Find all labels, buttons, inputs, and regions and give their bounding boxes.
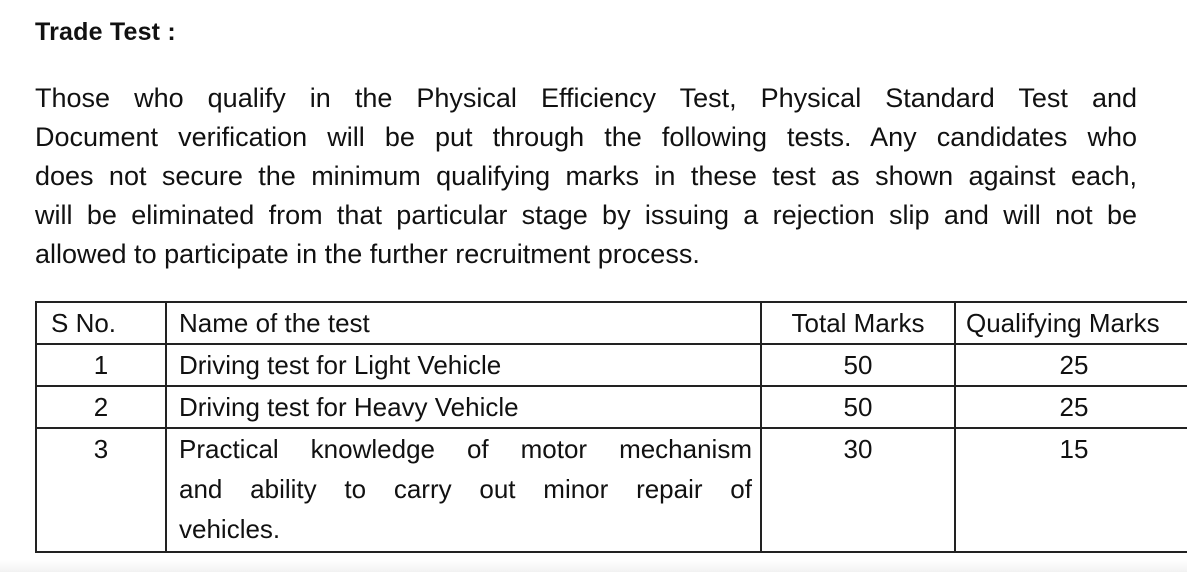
test-name-line: Driving test for Heavy Vehicle — [179, 392, 519, 422]
cell-test-name — [166, 428, 761, 552]
test-name-line: Driving test for Light Vehicle — [179, 350, 502, 380]
paragraph-line: Those who qualify in the Physical Efficiency Test, Physical Standard Test and — [35, 83, 1137, 113]
header-total-marks: Total Marks — [761, 302, 955, 344]
test-name-line: vehicles. — [179, 514, 281, 544]
header-sno: S No. — [36, 302, 166, 344]
cell-sno: 1 — [36, 344, 166, 386]
table-row — [36, 386, 1187, 428]
header-qualifying-marks: Qualifying Marks — [955, 302, 1187, 344]
test-name-line: and ability to carry out minor repair of — [179, 474, 752, 504]
paragraph-line: will be eliminated from that particular stage by issuing a rejection slip and will not be — [35, 200, 1137, 230]
intro-paragraph — [35, 79, 1137, 274]
cell-total-marks: 50 — [761, 386, 955, 428]
header-name: Name of the test — [166, 302, 761, 344]
section-heading: Trade Test : — [35, 18, 176, 46]
trade-test-table — [35, 301, 1187, 553]
cell-qualifying-marks: 25 — [955, 386, 1187, 428]
table-row — [36, 344, 1187, 386]
test-name-line: Practical knowledge of motor mechanism — [179, 434, 752, 464]
paragraph-line: allowed to participate in the further recruitment process. — [35, 239, 700, 269]
cell-test-name — [166, 386, 761, 428]
cell-test-name — [166, 344, 761, 386]
paragraph-line: Document verification will be put through the following tests. Any candidates who — [35, 122, 1137, 152]
paragraph-line: does not secure the minimum qualifying marks in these test as shown against each, — [35, 161, 1137, 191]
cell-qualifying-marks: 15 — [955, 428, 1187, 552]
cell-total-marks: 30 — [761, 428, 955, 552]
cell-sno: 3 — [36, 428, 166, 552]
cell-sno: 2 — [36, 386, 166, 428]
page-bottom-edge — [0, 560, 1187, 572]
cell-qualifying-marks: 25 — [955, 344, 1187, 386]
table-row — [36, 428, 1187, 552]
cell-total-marks: 50 — [761, 344, 955, 386]
table-header-row — [36, 302, 1187, 344]
